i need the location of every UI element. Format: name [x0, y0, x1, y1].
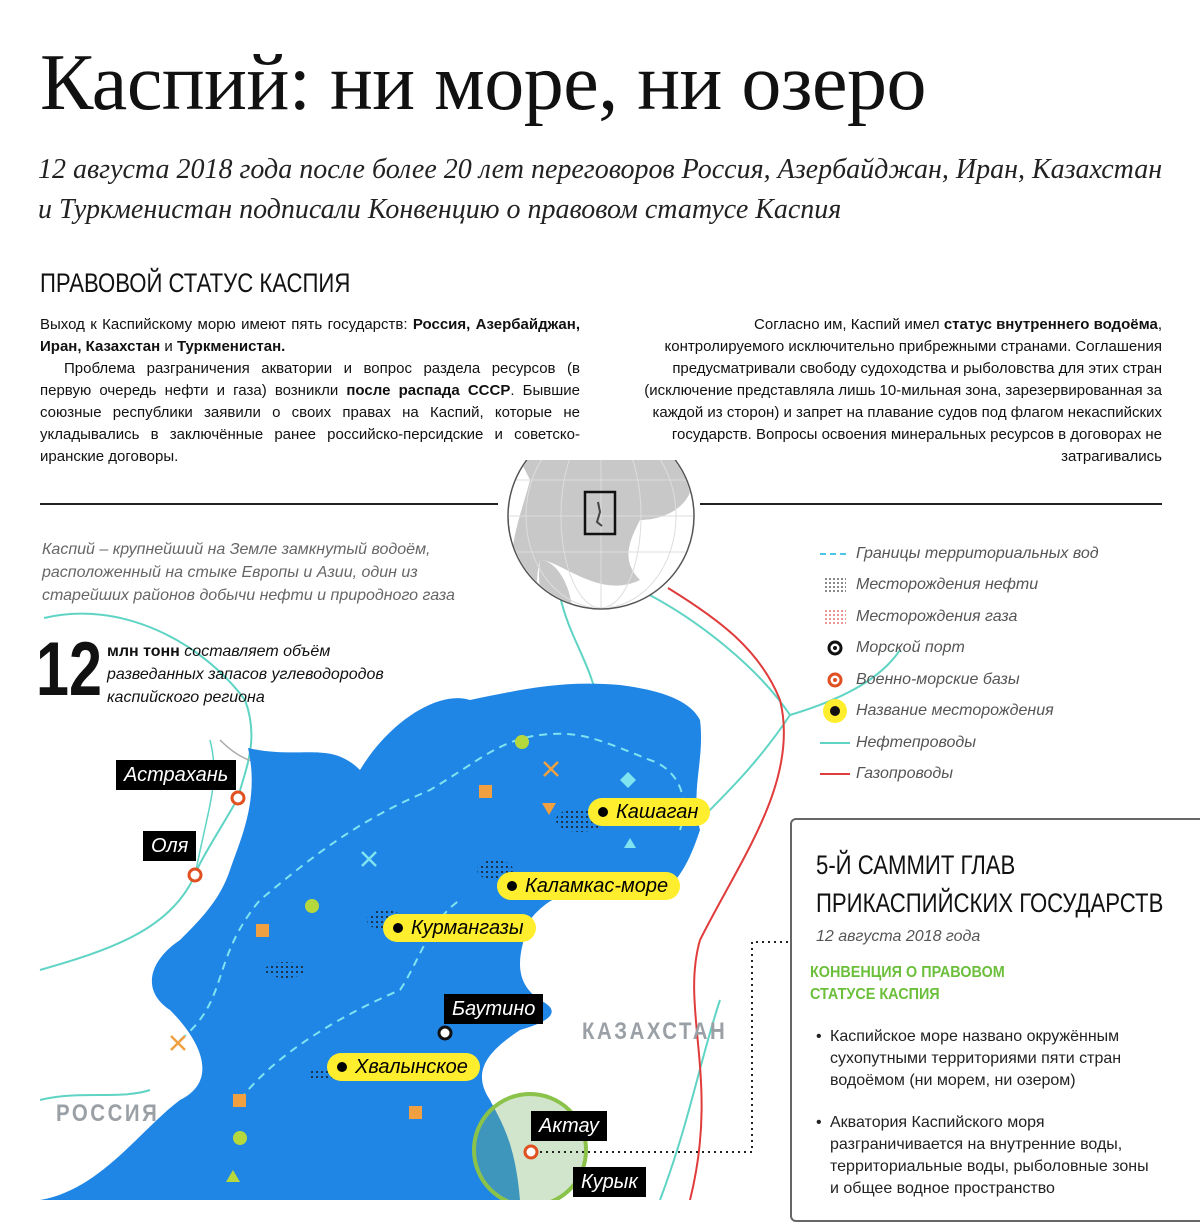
p1-bold-turkmenistan: Туркменистан.: [176, 338, 286, 355]
summit-list: [816, 1026, 1156, 1220]
sea-port-icon: [818, 639, 852, 657]
page-subtitle: 12 августа 2018 года после более 20 лет переговоров Россия, Азербайджан, Иран, Казахстан и Туркменистан подписали Конвенцию о правовом статусе Каспия: [38, 154, 1163, 225]
summit-subtitle-line1: КОНВЕНЦИЯ О ПРАВОВОМ: [810, 964, 1005, 981]
legend-label: Границы территориальных вод: [856, 544, 1099, 562]
p2-text-a: Проблема разграничения акватории и вопрос раздела ресурсов (в первую очередь нефти и газа) возникли: [40, 360, 580, 399]
stat-text: [107, 640, 397, 709]
field-label-kurmangazy: Курмангазы: [383, 914, 536, 942]
p3-text-a: Согласно им, Каспий имел: [754, 316, 944, 333]
oil-pipeline-icon: [818, 741, 852, 745]
oil-field-icon: [818, 577, 852, 593]
legend-label: Нефтепроводы: [856, 733, 976, 751]
gas-field-icon: [818, 609, 852, 625]
summit-panel: [790, 818, 1200, 1222]
legend-label: Морской порт: [856, 639, 965, 657]
legend-item: [818, 727, 1178, 759]
globe-inset: [508, 460, 694, 640]
summit-title-line1: 5-Й САММИТ ГЛАВ: [816, 850, 1016, 880]
country-label-russia: РОССИЯ: [56, 1100, 160, 1127]
p2-bold: после распада СССР: [346, 382, 511, 399]
city-label-aktau: Актау: [531, 1111, 607, 1141]
gas-pipelines: [668, 588, 784, 1200]
page-title: Каспий: ни море, ни озеро: [40, 39, 926, 127]
legend-label: Газопроводы: [856, 765, 953, 783]
p3: [620, 314, 1162, 468]
summit-title-line2: ПРИКАСПИЙСКИХ ГОСУДАРСТВ: [816, 888, 1164, 918]
country-label-kazakhstan: КАЗАХСТАН: [582, 1018, 728, 1045]
legend-item: [818, 696, 1178, 728]
p1-and: и: [160, 338, 177, 355]
legend-item: [818, 538, 1178, 570]
legal-status-right-column: [620, 314, 1162, 468]
legend-label: Месторождения газа: [856, 607, 1018, 625]
map-caption: Каспий – крупнейший на Земле замкнутый водоём, расположенный на стыке Европы и Азии, один из старейших районов добычи нефти и природного газа: [42, 541, 455, 604]
legend-item: [818, 759, 1178, 791]
p2: [40, 358, 580, 468]
field-label-kashagan: Кашаган: [588, 798, 710, 826]
legal-status-left-column: [40, 314, 580, 468]
map-legend: [818, 538, 1178, 790]
legend-item: [818, 570, 1178, 602]
field-label-khvalynskoe: Хвалынское: [327, 1053, 480, 1081]
city-label-kuryk: Курык: [573, 1167, 646, 1197]
legend-item: [818, 601, 1178, 633]
p1-text: Выход к Каспийскому морю имеют пять государств:: [40, 316, 413, 333]
naval-base-icon: [818, 671, 852, 689]
dashed-line-icon: [818, 552, 852, 556]
legend-label: Название месторождения: [856, 702, 1054, 720]
summit-title: [816, 846, 1177, 922]
legal-status-heading: ПРАВОВОЙ СТАТУС КАСПИЯ: [40, 268, 351, 298]
p3-text-c: , контролируемого исключительно прибрежными странами. Соглашения предусматривали свободу судоходства и рыболовства для этих стран (исключение представляла лишь 10-мильная зона, зарезервированная за каждой из сторон) и запрет на плавание судов под флагом некаспийских государств. Вопросы освоения минеральных ресурсов в договорах не затрагивались: [644, 316, 1162, 465]
field-name-icon: [818, 698, 852, 724]
legend-item: [818, 664, 1178, 696]
legend-label: Военно-морские базы: [856, 670, 1020, 688]
summit-date: 12 августа 2018 года: [816, 928, 981, 945]
field-label-kalamkas: Каламкас-море: [497, 872, 680, 900]
city-label-olya: Оля: [143, 831, 196, 861]
gas-pipeline-icon: [818, 772, 852, 776]
p2-text-c: . Бывшие союзные республики заявили о своих правах на Каспий, которые не укладывались в заключённые ранее российско-персидские и советско-иранские договоры.: [40, 382, 581, 465]
stat-description: составляет объём разведанных запасов углеводородов каспийского региона: [107, 643, 384, 706]
legend-item: [818, 633, 1178, 665]
stat-unit: млн тонн: [107, 643, 180, 660]
legend-label: Месторождения нефти: [856, 576, 1039, 594]
summit-subtitle: [810, 962, 1044, 1006]
p3-bold: статус внутреннего водоёма: [943, 316, 1158, 333]
city-label-astrakhan: Астрахань: [116, 760, 236, 790]
city-label-bautino: Баутино: [444, 994, 543, 1024]
summit-list-item: • Акватория Каспийского моря разграничивается на внутренние воды, территориальные воды, рыболовные зоны и общее водное пространство: [816, 1112, 1156, 1200]
p1-bold-countries: Россия, Азербайджан, Иран, Казахстан: [40, 316, 580, 355]
stat-number: 12: [36, 627, 102, 712]
summit-subtitle-line2: СТАТУСЕ КАСПИЯ: [810, 986, 940, 1003]
summit-list-item: • Каспийское море названо окружённым сухопутными территориями пяти стран водоёмом (ни морем, ни озером): [816, 1026, 1156, 1092]
